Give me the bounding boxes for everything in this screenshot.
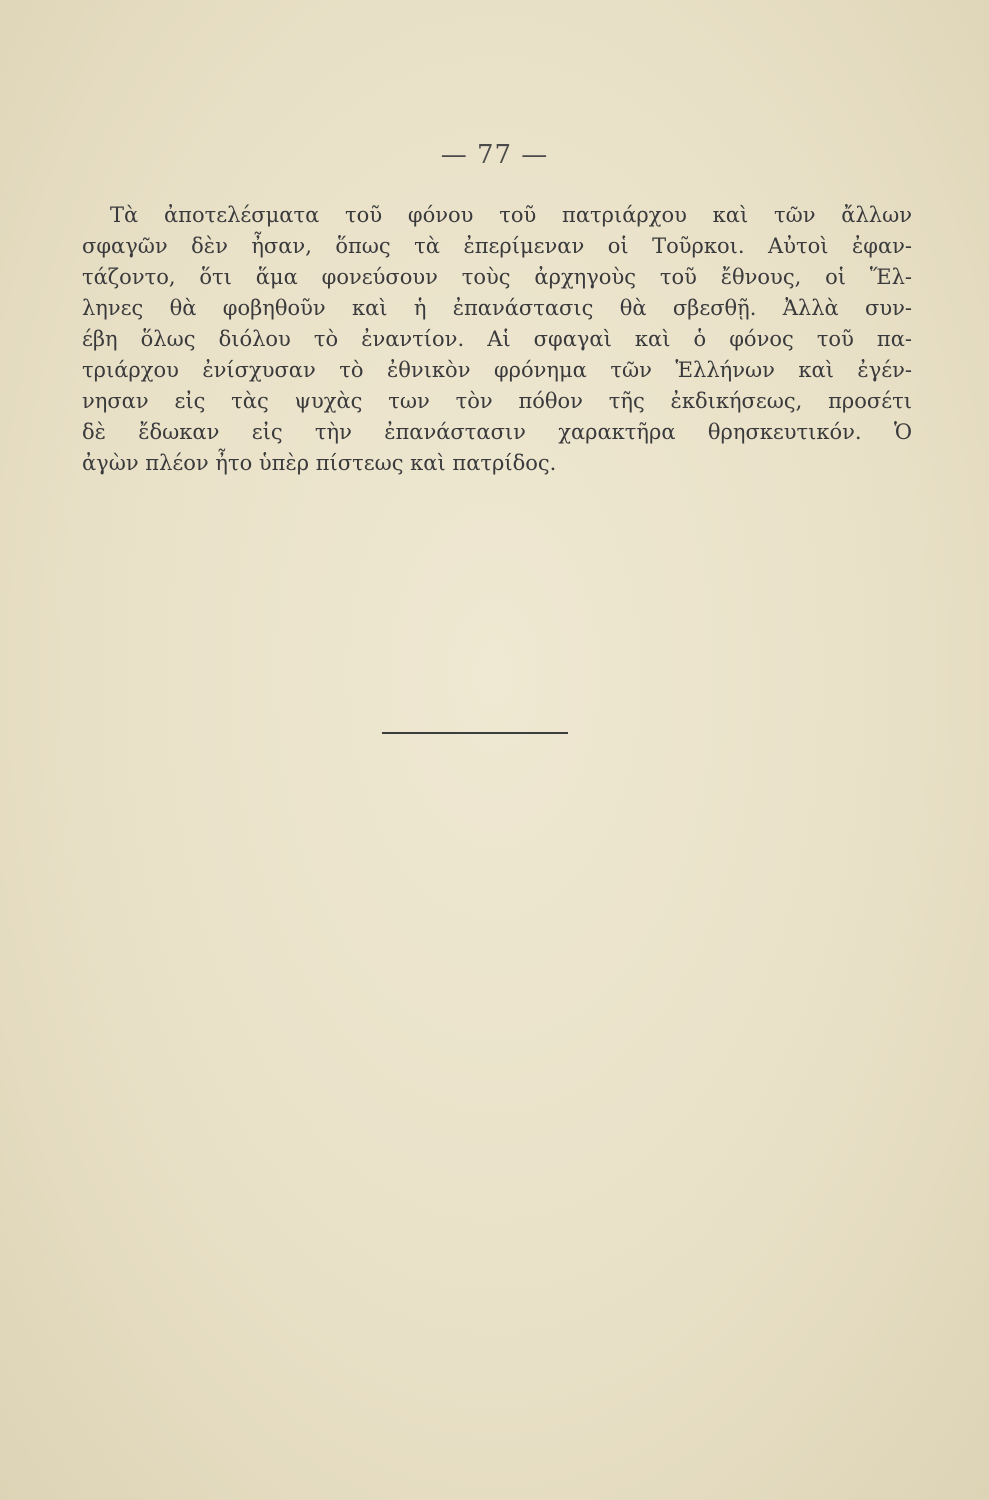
page-number: — 77 — (440, 140, 549, 170)
text-line: ἀγὼν πλέον ἦτο ὑπὲρ πίστεως καὶ πατρίδος. (82, 451, 557, 475)
text-line: τριάρχου ἐνίσχυσαν τὸ ἐθνικὸν φρόνημα τῶν Ἑλλήνων καὶ ἐγέν- (82, 358, 912, 382)
text-line: έβη ὅλως διόλου τὸ ἐναντίον. Αἱ σφαγαὶ καὶ ὁ φόνος τοῦ πα- (82, 327, 912, 351)
text-line: νησαν εἰς τὰς ψυχὰς των τὸν πόθον τῆς ἐκδικήσεως, προσέτι (82, 389, 912, 413)
text-line: Τὰ ἀποτελέσματα τοῦ φόνου τοῦ πατριάρχου καὶ τῶν ἄλλων (110, 203, 912, 227)
text-line: ληνες θὰ φοβηθοῦν καὶ ἡ ἐπανάστασις θὰ σβεσθῇ. Ἀλλὰ συν- (82, 296, 912, 320)
text-line: σφαγῶν δὲν ἦσαν, ὅπως τὰ ἐπερίμεναν οἱ Τοῦρκοι. Αὐτοὶ ἐφαν- (82, 234, 912, 258)
text-line: τάζοντο, ὅτι ἅμα φονεύσουν τοὺς ἀρχηγοὺς τοῦ ἔθνους, οἱ Ἕλ- (82, 265, 912, 289)
text-line: δὲ ἔδωκαν εἰς τὴν ἐπανάστασιν χαρακτῆρα θρησκευτικόν. Ὁ (82, 420, 912, 444)
paragraph (82, 200, 912, 479)
section-divider (382, 732, 568, 734)
